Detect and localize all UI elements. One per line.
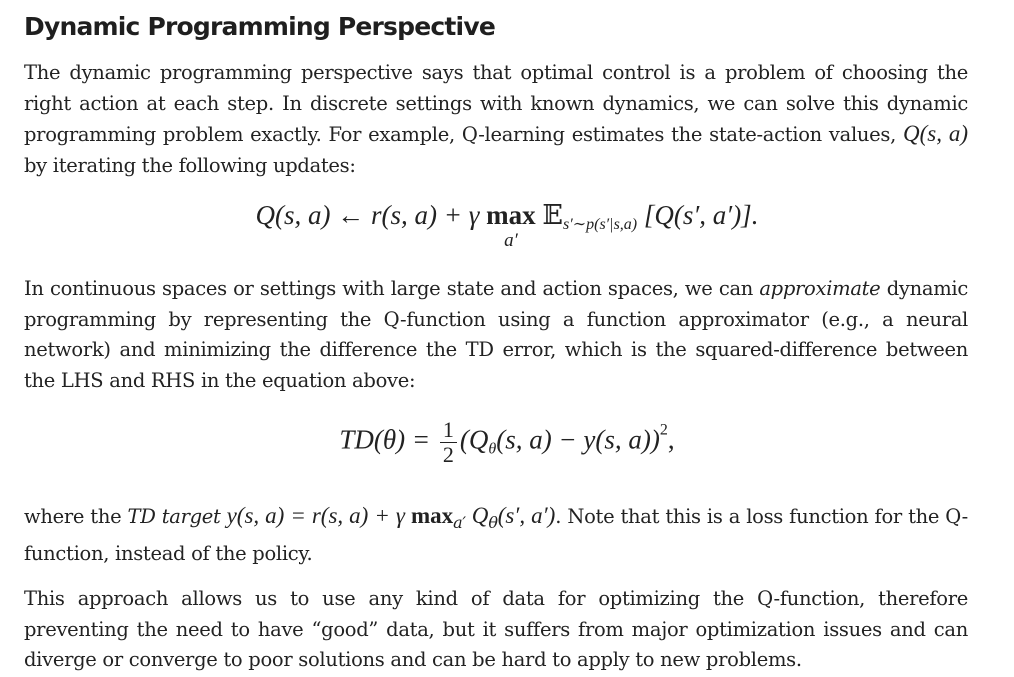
eq1-expectation-sub: s′∼p(s′|s,a): [562, 216, 638, 233]
eq2-body2: (s, a) − y(s, a)): [496, 424, 660, 455]
paragraph-rest: . Note that this is a loss function for the Q-function, instead of the policy.: [24, 505, 968, 565]
equation-q-update: [0, 200, 1014, 251]
inline-math-q: Q(s, a): [903, 121, 968, 146]
eq2-fraction: [440, 418, 457, 467]
eq2-end: ,: [667, 424, 675, 455]
eq2-lhs: TD(θ) =: [339, 424, 431, 455]
inline-math-theta: θ: [488, 513, 498, 532]
emphasis-approximate: approximate: [759, 277, 881, 300]
eq1-max-op: max: [486, 200, 536, 230]
eq1-lhs: Q(s, a) ← r(s, a) + γ: [255, 200, 480, 230]
eq2-body: (Q: [459, 424, 489, 455]
eq2-power: 2: [659, 421, 668, 439]
paragraph-dynamic-programming: [24, 58, 968, 181]
eq1-rhs: [Q(s′, a′)].: [643, 200, 759, 230]
eq1-expectation: 𝔼: [542, 200, 563, 230]
inline-math-target: y(s, a) = r(s, a) + γ: [220, 503, 411, 528]
paragraph-lead: where the: [24, 505, 128, 528]
paragraph-text: The dynamic programming perspective says that optimal control is a problem of choosing the right action at each step. In discrete settings with known dynamics, we can solve this dynamic programming problem exactly. For example, Q-learning estimates the state-action values,: [24, 61, 968, 146]
eq2-theta: θ: [488, 440, 497, 458]
paragraph-approximate: [24, 274, 968, 396]
paragraph-approach: This approach allows us to use any kind of data for optimizing the Q-function, therefore preventing the need to have “good” data, but it suffers from major optimization issues and can diverge or converge to poor solutions and can be hard to apply to new problems.: [24, 587, 968, 671]
eq1-max-sub: a′: [504, 230, 518, 251]
inline-math-args: (s′, a′): [497, 503, 556, 528]
section-heading: Dynamic Programming Perspective: [24, 12, 495, 41]
eq2-frac-num: 1: [440, 418, 457, 443]
inline-math-q: Q: [465, 503, 489, 528]
equation-td-error: [0, 418, 1014, 467]
eq1-max: [486, 200, 536, 251]
inline-math-max-sub: a′: [453, 513, 466, 532]
paragraph-tail: by iterating the following updates:: [24, 153, 356, 177]
inline-math-max: max: [410, 503, 454, 528]
paragraph-td-target: [24, 501, 968, 569]
eq2-frac-den: 2: [442, 442, 454, 467]
paragraph-lead: In continuous spaces or settings with large state and action spaces, we can: [24, 277, 760, 300]
paragraph-rest: dynamic programming by representing the Q-function using a function approximator (e.g., a neural network) and minimizing the difference the TD error, which is the squared-difference between the LHS and RHS in the equation above:: [24, 277, 968, 392]
emphasis-td-target: TD target: [127, 505, 221, 528]
